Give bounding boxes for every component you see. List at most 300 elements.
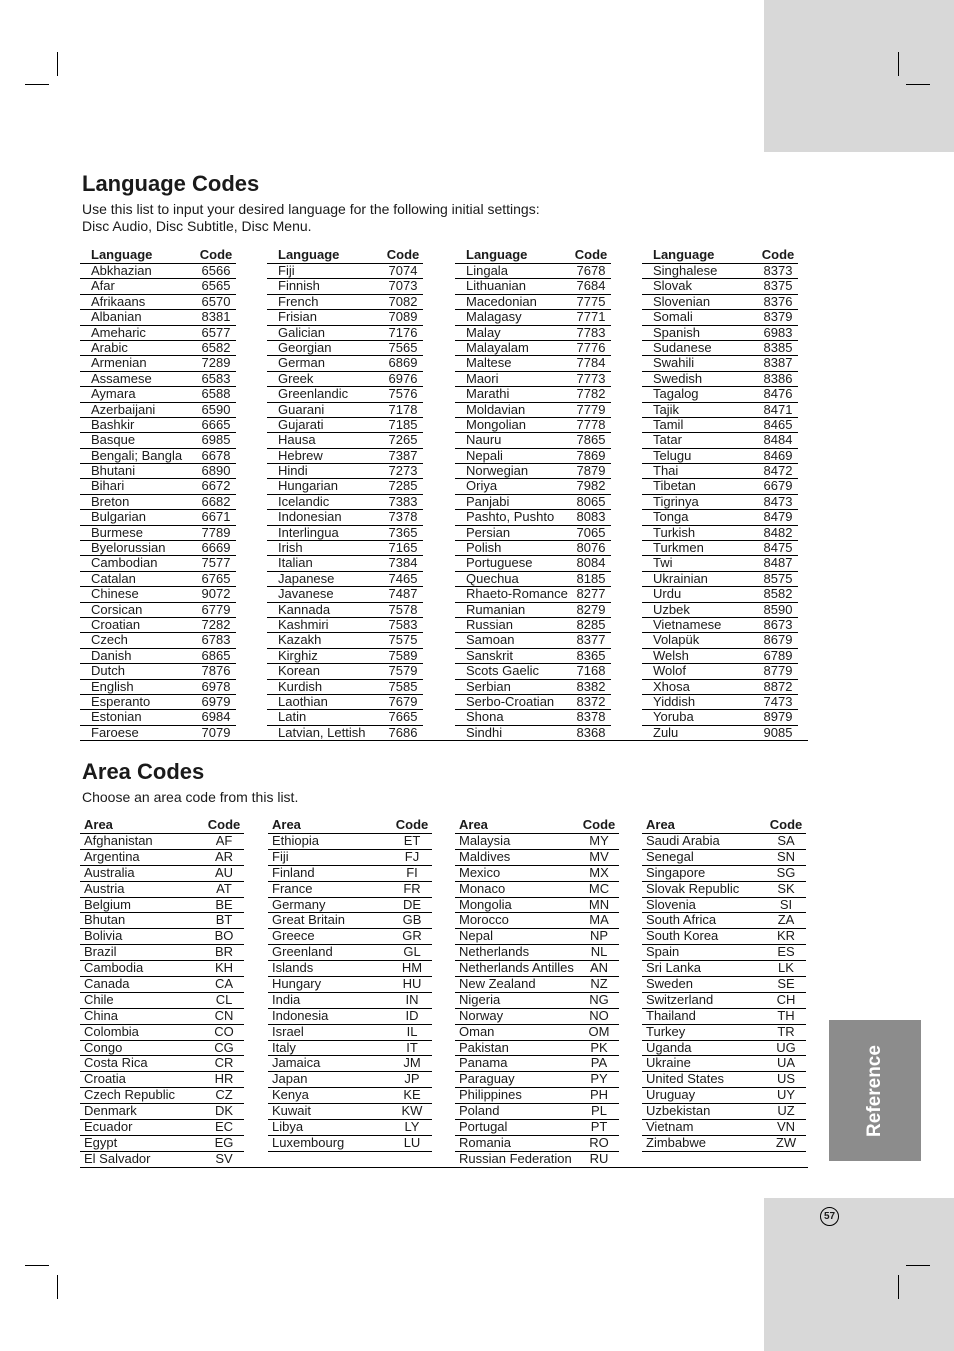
- language-code: 6566: [201, 263, 231, 278]
- language-row: [642, 295, 798, 310]
- area-name: Malaysia: [459, 833, 511, 848]
- area-name: Egypt: [84, 1134, 118, 1150]
- language-row: [267, 479, 423, 494]
- language-code: 7782: [576, 386, 606, 402]
- language-name: Xhosa: [653, 678, 690, 694]
- language-name: Maltese: [466, 355, 512, 371]
- area-code: PH: [589, 1087, 609, 1103]
- language-row: [267, 326, 423, 341]
- language-code: 8379: [763, 309, 793, 325]
- area-code: BT: [215, 912, 233, 928]
- area-row: [642, 977, 806, 993]
- area-name: Denmark: [84, 1103, 137, 1119]
- area-row: [80, 1088, 244, 1104]
- language-code: 7982: [576, 478, 606, 494]
- language-row: [642, 587, 798, 602]
- area-code: ES: [777, 944, 795, 960]
- area-code: NZ: [590, 976, 608, 992]
- area-code: TR: [777, 1023, 795, 1039]
- area-name: Zimbabwe: [646, 1134, 706, 1150]
- language-name: English: [91, 678, 134, 694]
- area-name: Norway: [459, 1007, 504, 1023]
- language-name: Guarani: [278, 401, 325, 417]
- language-name: Maori: [466, 370, 499, 386]
- language-row: [455, 341, 611, 356]
- language-code: 7387: [388, 447, 418, 463]
- area-code: PA: [590, 1055, 608, 1071]
- language-row: [80, 433, 236, 448]
- language-row: [642, 710, 798, 725]
- area-code: EG: [214, 1134, 234, 1150]
- area-code: UG: [776, 1039, 796, 1055]
- language-row: [455, 649, 611, 664]
- area-row: [642, 1136, 806, 1152]
- area-name: Cambodia: [84, 960, 144, 976]
- area-codes-title: Area Codes: [82, 759, 205, 784]
- side-margin-bottom: [764, 1198, 954, 1351]
- area-code: NG: [589, 991, 609, 1007]
- language-code: 8076: [576, 540, 606, 556]
- language-name: Croatian: [91, 616, 141, 632]
- language-name: Estonian: [91, 709, 142, 725]
- area-row: [80, 993, 244, 1009]
- language-row: [642, 556, 798, 571]
- area-name: Belgium: [84, 896, 131, 912]
- language-name: Swahili: [653, 355, 695, 371]
- language-row: [80, 341, 236, 356]
- language-row: [267, 649, 423, 664]
- language-code: 8387: [763, 355, 793, 371]
- language-code: 7784: [576, 355, 606, 371]
- area-header-name: Area: [459, 817, 488, 832]
- language-code: 7679: [388, 693, 418, 709]
- language-code: 7778: [576, 416, 606, 432]
- area-row: [455, 882, 619, 898]
- language-row: [455, 310, 611, 325]
- language-code: 7585: [388, 678, 418, 694]
- area-row: [642, 1104, 806, 1120]
- language-name: Lithuanian: [466, 278, 526, 294]
- language-intro-line2: Disc Audio, Disc Subtitle, Disc Menu.: [82, 218, 312, 234]
- language-name: Welsh: [653, 647, 689, 663]
- language-code: 8382: [576, 678, 606, 694]
- language-name: Telugu: [653, 447, 692, 463]
- area-row: [268, 1088, 432, 1104]
- language-code: 6582: [201, 339, 231, 355]
- area-code: JM: [403, 1055, 421, 1071]
- language-name: Assamese: [91, 370, 152, 386]
- language-row: [267, 264, 423, 279]
- language-code: 6765: [201, 570, 231, 586]
- language-row: [267, 310, 423, 325]
- area-code: CA: [214, 976, 234, 992]
- side-margin-top: [764, 0, 954, 152]
- language-row: [455, 326, 611, 341]
- area-code: GB: [402, 912, 422, 928]
- language-code: 8376: [763, 293, 793, 309]
- area-code: MV: [589, 848, 609, 864]
- language-code: 7869: [576, 447, 606, 463]
- language-name: Pashto, Pushto: [466, 509, 555, 525]
- area-code: AN: [589, 960, 609, 976]
- language-name: Slovenian: [653, 293, 711, 309]
- area-name: Fiji: [272, 848, 289, 864]
- area-code: LY: [404, 1119, 420, 1135]
- language-name: Chinese: [91, 586, 139, 602]
- area-header-code: Code: [207, 817, 241, 832]
- language-code: 7378: [388, 509, 418, 525]
- area-name: Greece: [272, 928, 315, 944]
- area-code: IL: [406, 1023, 418, 1039]
- language-name: Marathi: [466, 386, 510, 402]
- area-row: [80, 866, 244, 882]
- language-name: Scots Gaelic: [466, 663, 539, 679]
- language-code: 7565: [388, 339, 418, 355]
- language-row: [80, 556, 236, 571]
- language-code: 8590: [763, 601, 793, 617]
- language-name: Korean: [278, 663, 320, 679]
- area-name: Uruguay: [646, 1087, 696, 1103]
- area-row: [455, 1136, 619, 1152]
- language-row: [455, 279, 611, 294]
- area-code: KE: [403, 1087, 421, 1103]
- language-code: 7577: [201, 555, 231, 571]
- language-code: 7583: [388, 616, 418, 632]
- area-name: Poland: [459, 1103, 500, 1119]
- language-name: Czech: [91, 632, 128, 648]
- area-row: [268, 929, 432, 945]
- area-code: CG: [214, 1039, 234, 1055]
- language-row: [267, 726, 423, 741]
- language-row: [642, 664, 798, 679]
- area-code: ET: [403, 833, 421, 848]
- language-name: Shona: [466, 709, 504, 725]
- language-name: Urdu: [653, 586, 682, 602]
- language-name: Polish: [466, 540, 502, 556]
- language-code: 8471: [763, 401, 793, 417]
- language-code: 6588: [201, 386, 231, 402]
- language-name: Swedish: [653, 370, 703, 386]
- language-code: 8285: [576, 616, 606, 632]
- area-row: [268, 1009, 432, 1025]
- area-name: Ethiopia: [272, 833, 319, 848]
- area-code-table: [80, 817, 808, 1168]
- language-column: [455, 247, 611, 741]
- area-row: [80, 1072, 244, 1088]
- language-name: Hungarian: [278, 478, 338, 494]
- area-code: AF: [215, 833, 233, 848]
- area-name: Austria: [84, 880, 125, 896]
- language-row: [80, 649, 236, 664]
- language-row: [80, 526, 236, 541]
- language-row: [267, 356, 423, 371]
- language-code: 7487: [388, 586, 418, 602]
- language-name: Galician: [278, 324, 325, 340]
- language-row: [642, 418, 798, 433]
- reference-tab-label: Reference: [864, 1044, 885, 1137]
- area-name: Netherlands Antilles: [459, 960, 574, 976]
- area-code: CH: [776, 991, 796, 1007]
- area-row: [268, 1025, 432, 1041]
- language-code: 8386: [763, 370, 793, 386]
- area-row: [455, 1009, 619, 1025]
- area-code: AU: [214, 864, 234, 880]
- language-row: [642, 541, 798, 556]
- language-name: Indonesian: [278, 509, 342, 525]
- area-code: IT: [406, 1039, 418, 1055]
- language-code: 8373: [763, 263, 793, 278]
- area-name: Japan: [272, 1071, 308, 1087]
- area-row: [268, 1120, 432, 1136]
- language-row: [80, 572, 236, 587]
- language-code: 8673: [763, 616, 793, 632]
- language-row: [455, 433, 611, 448]
- area-header-name: Area: [272, 817, 301, 832]
- crop-mark: [25, 84, 49, 85]
- language-name: Sanskrit: [466, 647, 513, 663]
- language-row: [80, 633, 236, 648]
- area-row: [268, 1104, 432, 1120]
- language-row: [642, 526, 798, 541]
- language-row: [267, 572, 423, 587]
- language-row: [455, 556, 611, 571]
- language-row: [80, 372, 236, 387]
- language-code: 7686: [388, 724, 418, 740]
- language-column: [642, 247, 798, 741]
- language-name: Tibetan: [653, 478, 696, 494]
- area-row: [455, 1104, 619, 1120]
- language-name: Serbian: [466, 678, 511, 694]
- language-row: [642, 403, 798, 418]
- language-code: 7578: [388, 601, 418, 617]
- area-row: [642, 1120, 806, 1136]
- language-name: Portuguese: [466, 555, 533, 571]
- language-row: [80, 387, 236, 402]
- area-name: Israel: [272, 1023, 304, 1039]
- area-name: Thailand: [646, 1007, 696, 1023]
- area-row: [80, 1120, 244, 1136]
- language-code: 6978: [201, 678, 231, 694]
- area-code: SI: [779, 896, 793, 912]
- language-row: [267, 341, 423, 356]
- crop-mark: [906, 1265, 930, 1266]
- crop-mark: [25, 1265, 49, 1266]
- crop-mark: [898, 1275, 899, 1299]
- area-row: [80, 898, 244, 914]
- language-name: Irish: [278, 540, 303, 556]
- area-code: CN: [214, 1007, 234, 1023]
- language-header-row: [80, 247, 236, 264]
- language-name: Tonga: [653, 509, 689, 525]
- language-row: [267, 387, 423, 402]
- language-row: [642, 695, 798, 710]
- area-name: Singapore: [646, 864, 706, 880]
- area-row: [80, 977, 244, 993]
- language-name: Arabic: [91, 339, 128, 355]
- language-code: 7879: [576, 463, 606, 479]
- language-name: Moldavian: [466, 401, 526, 417]
- area-code: PL: [591, 1103, 607, 1119]
- area-row: [268, 1056, 432, 1072]
- area-row: [642, 882, 806, 898]
- language-code: 8575: [763, 570, 793, 586]
- area-name: El Salvador: [84, 1150, 151, 1166]
- language-name: Catalan: [91, 570, 136, 586]
- area-row: [80, 1025, 244, 1041]
- language-name: German: [278, 355, 325, 371]
- language-row: [80, 603, 236, 618]
- area-name: Sri Lanka: [646, 960, 701, 976]
- area-row: [455, 929, 619, 945]
- area-name: France: [272, 880, 313, 896]
- language-code: 8375: [763, 278, 793, 294]
- language-name: Norwegian: [466, 463, 529, 479]
- language-name: Somali: [653, 309, 693, 325]
- language-name: Afar: [91, 278, 115, 294]
- area-column: [642, 817, 806, 1152]
- language-name: Spanish: [653, 324, 700, 340]
- area-code: FI: [406, 864, 418, 880]
- language-codes-title: Language Codes: [82, 171, 260, 196]
- language-name: Singhalese: [653, 263, 718, 278]
- language-row: [455, 479, 611, 494]
- language-row: [267, 510, 423, 525]
- area-column: [80, 817, 244, 1168]
- area-name: Libya: [272, 1119, 304, 1135]
- area-code: CR: [214, 1055, 234, 1071]
- area-code: ZW: [775, 1134, 797, 1150]
- language-code: 7779: [576, 401, 606, 417]
- page-number: 57: [820, 1207, 839, 1226]
- area-row: [455, 898, 619, 914]
- reference-tab: [829, 1020, 921, 1161]
- language-name: Azerbaijani: [91, 401, 156, 417]
- language-name: Bashkir: [91, 416, 135, 432]
- area-header-name: Area: [84, 817, 113, 832]
- language-row: [80, 680, 236, 695]
- language-code: 8487: [763, 555, 793, 571]
- area-code: BO: [214, 928, 234, 944]
- area-code: MN: [588, 896, 610, 912]
- language-row: [455, 603, 611, 618]
- language-code: 6665: [201, 416, 231, 432]
- language-name: Kashmiri: [278, 616, 329, 632]
- language-code: 8378: [576, 709, 606, 725]
- language-code: 8476: [763, 386, 793, 402]
- language-row: [455, 695, 611, 710]
- area-name: Czech Republic: [84, 1087, 176, 1103]
- language-name: Nepali: [466, 447, 503, 463]
- area-code: BE: [215, 896, 233, 912]
- area-code: LK: [778, 960, 794, 976]
- area-row: [455, 945, 619, 961]
- area-code: BR: [214, 944, 234, 960]
- language-name: Cambodian: [91, 555, 158, 571]
- language-code: 6976: [388, 370, 418, 386]
- area-row: [455, 913, 619, 929]
- area-name: Great Britain: [272, 912, 345, 928]
- area-row: [455, 961, 619, 977]
- area-name: South Korea: [646, 928, 719, 944]
- area-name: Finland: [272, 864, 315, 880]
- language-row: [80, 587, 236, 602]
- language-name: Rhaeto-Romance: [466, 586, 568, 602]
- area-row: [455, 866, 619, 882]
- language-header-row: [642, 247, 798, 264]
- language-code: 6783: [201, 632, 231, 648]
- language-row: [80, 510, 236, 525]
- area-code: GL: [403, 944, 421, 960]
- language-code: 8465: [763, 416, 793, 432]
- language-code: 7176: [388, 324, 418, 340]
- language-code: 6583: [201, 370, 231, 386]
- language-name: Ukrainian: [653, 570, 708, 586]
- language-row: [455, 726, 611, 741]
- area-name: Mexico: [459, 864, 501, 880]
- language-code: 8083: [576, 509, 606, 525]
- language-row: [642, 618, 798, 633]
- language-code: 7575: [388, 632, 418, 648]
- area-header-name: Area: [646, 817, 675, 832]
- area-row: [268, 993, 432, 1009]
- language-code: 7065: [576, 524, 606, 540]
- language-code: 6577: [201, 324, 231, 340]
- area-row: [80, 945, 244, 961]
- area-name: Hungary: [272, 976, 322, 992]
- area-name: Italy: [272, 1039, 296, 1055]
- language-header-code: Code: [199, 247, 233, 262]
- area-code: SV: [215, 1150, 233, 1166]
- language-name: Dutch: [91, 663, 125, 679]
- area-name: United States: [646, 1071, 725, 1087]
- language-code: 7384: [388, 555, 418, 571]
- language-row: [642, 726, 798, 741]
- area-code: TH: [777, 1007, 795, 1023]
- area-row: [642, 961, 806, 977]
- language-row: [80, 618, 236, 633]
- language-column: [80, 247, 236, 741]
- language-code: 8277: [576, 586, 606, 602]
- area-code: MY: [589, 833, 609, 848]
- language-row: [642, 279, 798, 294]
- language-name: Lingala: [466, 263, 508, 278]
- area-code: KW: [401, 1103, 423, 1119]
- language-code: 7473: [763, 693, 793, 709]
- area-name: Nepal: [459, 928, 493, 944]
- area-name: Maldives: [459, 848, 511, 864]
- area-header-row: [80, 817, 244, 834]
- area-name: Bhutan: [84, 912, 126, 928]
- language-name: Volapük: [653, 632, 700, 648]
- area-row: [268, 898, 432, 914]
- language-name: Kirghiz: [278, 647, 318, 663]
- area-code: SA: [777, 833, 795, 848]
- language-code: 7665: [388, 709, 418, 725]
- language-row: [80, 664, 236, 679]
- language-code: 8065: [576, 493, 606, 509]
- language-name: Tajik: [653, 401, 680, 417]
- language-code: 6672: [201, 478, 231, 494]
- language-row: [80, 695, 236, 710]
- area-row: [642, 945, 806, 961]
- area-name: Congo: [84, 1039, 123, 1055]
- language-code-table: [80, 247, 808, 741]
- language-code: 7082: [388, 293, 418, 309]
- language-code: 8368: [576, 724, 606, 740]
- area-code: OM: [588, 1023, 610, 1039]
- area-code: MX: [589, 864, 609, 880]
- language-code: 6570: [201, 293, 231, 309]
